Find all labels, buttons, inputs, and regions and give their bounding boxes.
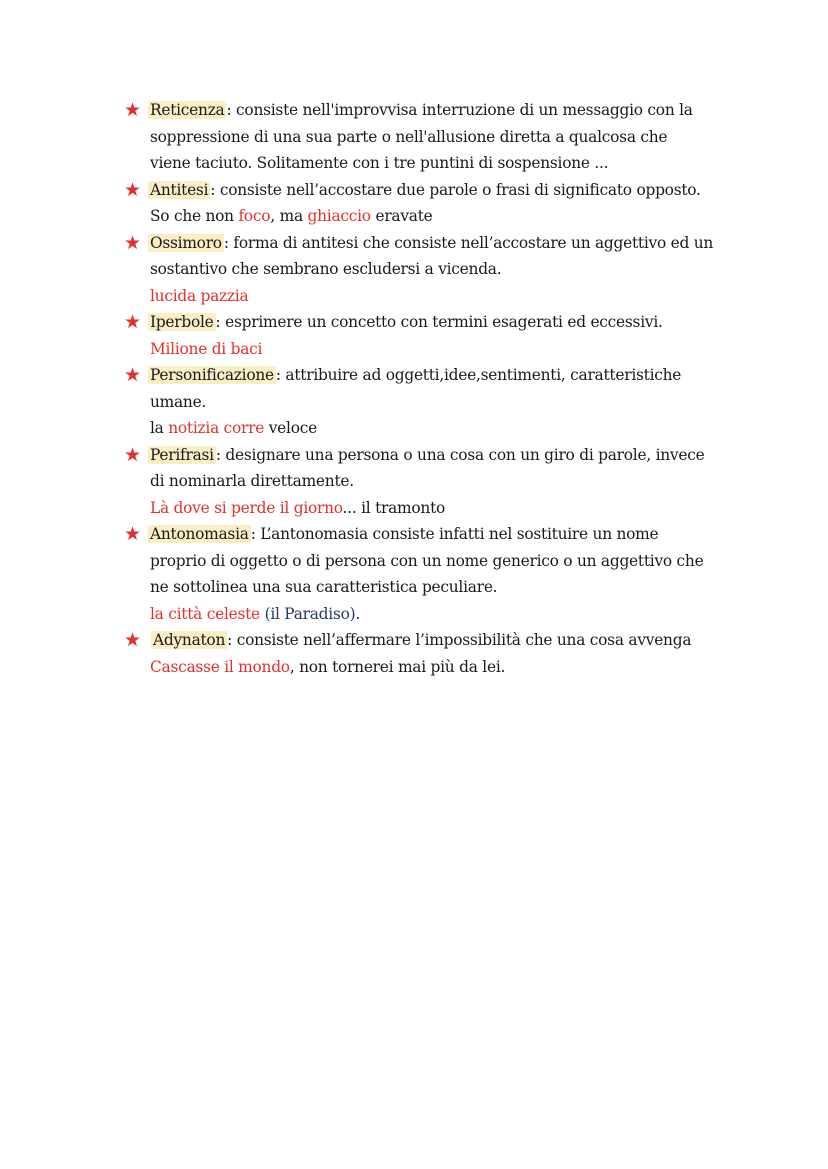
definition-line: viene taciuto. Solitamente con i tre puntini di sospensione ... <box>150 154 609 172</box>
example-gloss: (il Paradiso) <box>259 604 356 623</box>
example-highlight: notizia corre <box>168 419 265 437</box>
example-highlight: Cascasse il mondo <box>150 657 290 676</box>
example-highlight: foco <box>238 207 271 225</box>
star-icon: ★ <box>124 443 142 466</box>
term-iperbole: Iperbole <box>150 313 214 331</box>
list-item-reticenza <box>124 97 744 177</box>
list-item-personificazione <box>124 362 744 442</box>
star-icon: ★ <box>124 99 142 121</box>
example-line <box>150 203 744 230</box>
term-antitesi: Antitesi <box>150 180 209 199</box>
example-text: . <box>355 604 361 623</box>
term-adynaton: Adynaton <box>153 631 226 649</box>
list-item-iperbole <box>124 309 744 362</box>
term-antonomasia: Antonomasia <box>150 525 249 543</box>
example-highlight: la città celeste <box>150 604 260 623</box>
definition-line: ne sottolinea una sua caratteristica peculiare. <box>150 578 498 596</box>
term-perifrasi: Perifrasi <box>150 445 214 464</box>
example-text: veloce <box>264 419 317 437</box>
definition-line <box>150 97 744 124</box>
list-item-antonomasia <box>124 521 744 627</box>
definition-text: : forma di antitesi che consiste nell’accostare un aggettivo ed un <box>223 233 714 252</box>
definition-line <box>150 627 744 654</box>
definition-text: : consiste nell’affermare l’impossibilità che una cosa avvenga <box>227 631 692 649</box>
term-personificazione: Personificazione <box>150 366 274 384</box>
star-icon: ★ <box>124 364 142 386</box>
example-line: Milione di baci <box>150 339 263 358</box>
definition-text: : consiste nell’accostare due parole o frasi di significato opposto. <box>210 180 701 199</box>
list-item-antitesi <box>124 177 744 230</box>
list-item-adynaton <box>124 627 744 680</box>
example-line <box>150 654 744 681</box>
term-ossimoro: Ossimoro <box>150 233 222 252</box>
example-highlight: ghiaccio <box>307 207 371 225</box>
star-icon: ★ <box>124 523 142 545</box>
star-icon: ★ <box>124 629 142 651</box>
example-text: la <box>150 419 169 437</box>
definition-text: : consiste nell'improvvisa interruzione di un messaggio con la <box>226 101 693 119</box>
definition-line <box>150 521 744 548</box>
list-item-ossimoro <box>124 230 744 310</box>
star-icon: ★ <box>124 178 142 201</box>
example-line: lucida pazzia <box>150 286 249 305</box>
figures-of-speech-list <box>124 97 744 680</box>
example-text: , non tornerei mai più da lei. <box>289 657 506 676</box>
example-line <box>150 601 744 628</box>
definition-line <box>150 309 744 336</box>
definition-text: : designare una persona o una cosa con un giro di parole, invece <box>215 445 705 464</box>
definition-text: : esprimere un concetto con termini esagerati ed eccessivi. <box>215 313 663 331</box>
definition-line <box>150 362 744 389</box>
example-text: ... il tramonto <box>342 498 446 517</box>
list-item-perifrasi <box>124 442 744 522</box>
definition-text: : L’antonomasia consiste infatti nel sostituire un nome <box>250 525 659 543</box>
example-line <box>150 415 744 442</box>
definition-line: proprio di oggetto o di persona con un nome generico o un aggettivo che <box>150 551 704 570</box>
term-reticenza: Reticenza <box>150 101 225 119</box>
example-highlight: Là dove si perde il giorno <box>150 498 343 517</box>
definition-line <box>150 442 744 469</box>
star-icon: ★ <box>124 311 142 333</box>
example-line <box>150 495 744 522</box>
definition-line: sostantivo che sembrano escludersi a vicenda. <box>150 260 502 278</box>
star-icon: ★ <box>124 231 142 254</box>
definition-line: soppressione di una sua parte o nell'allusione diretta a qualcosa che <box>150 127 668 146</box>
definition-line: di nominarla direttamente. <box>150 472 354 490</box>
example-text: eravate <box>370 207 433 225</box>
definition-line <box>150 177 744 204</box>
definition-text: : attribuire ad oggetti,idee,sentimenti, caratteristiche <box>275 366 682 384</box>
definition-line: umane. <box>150 392 207 411</box>
example-text: , ma <box>270 207 308 225</box>
example-text: So che non <box>150 207 239 225</box>
definition-line <box>150 230 744 257</box>
